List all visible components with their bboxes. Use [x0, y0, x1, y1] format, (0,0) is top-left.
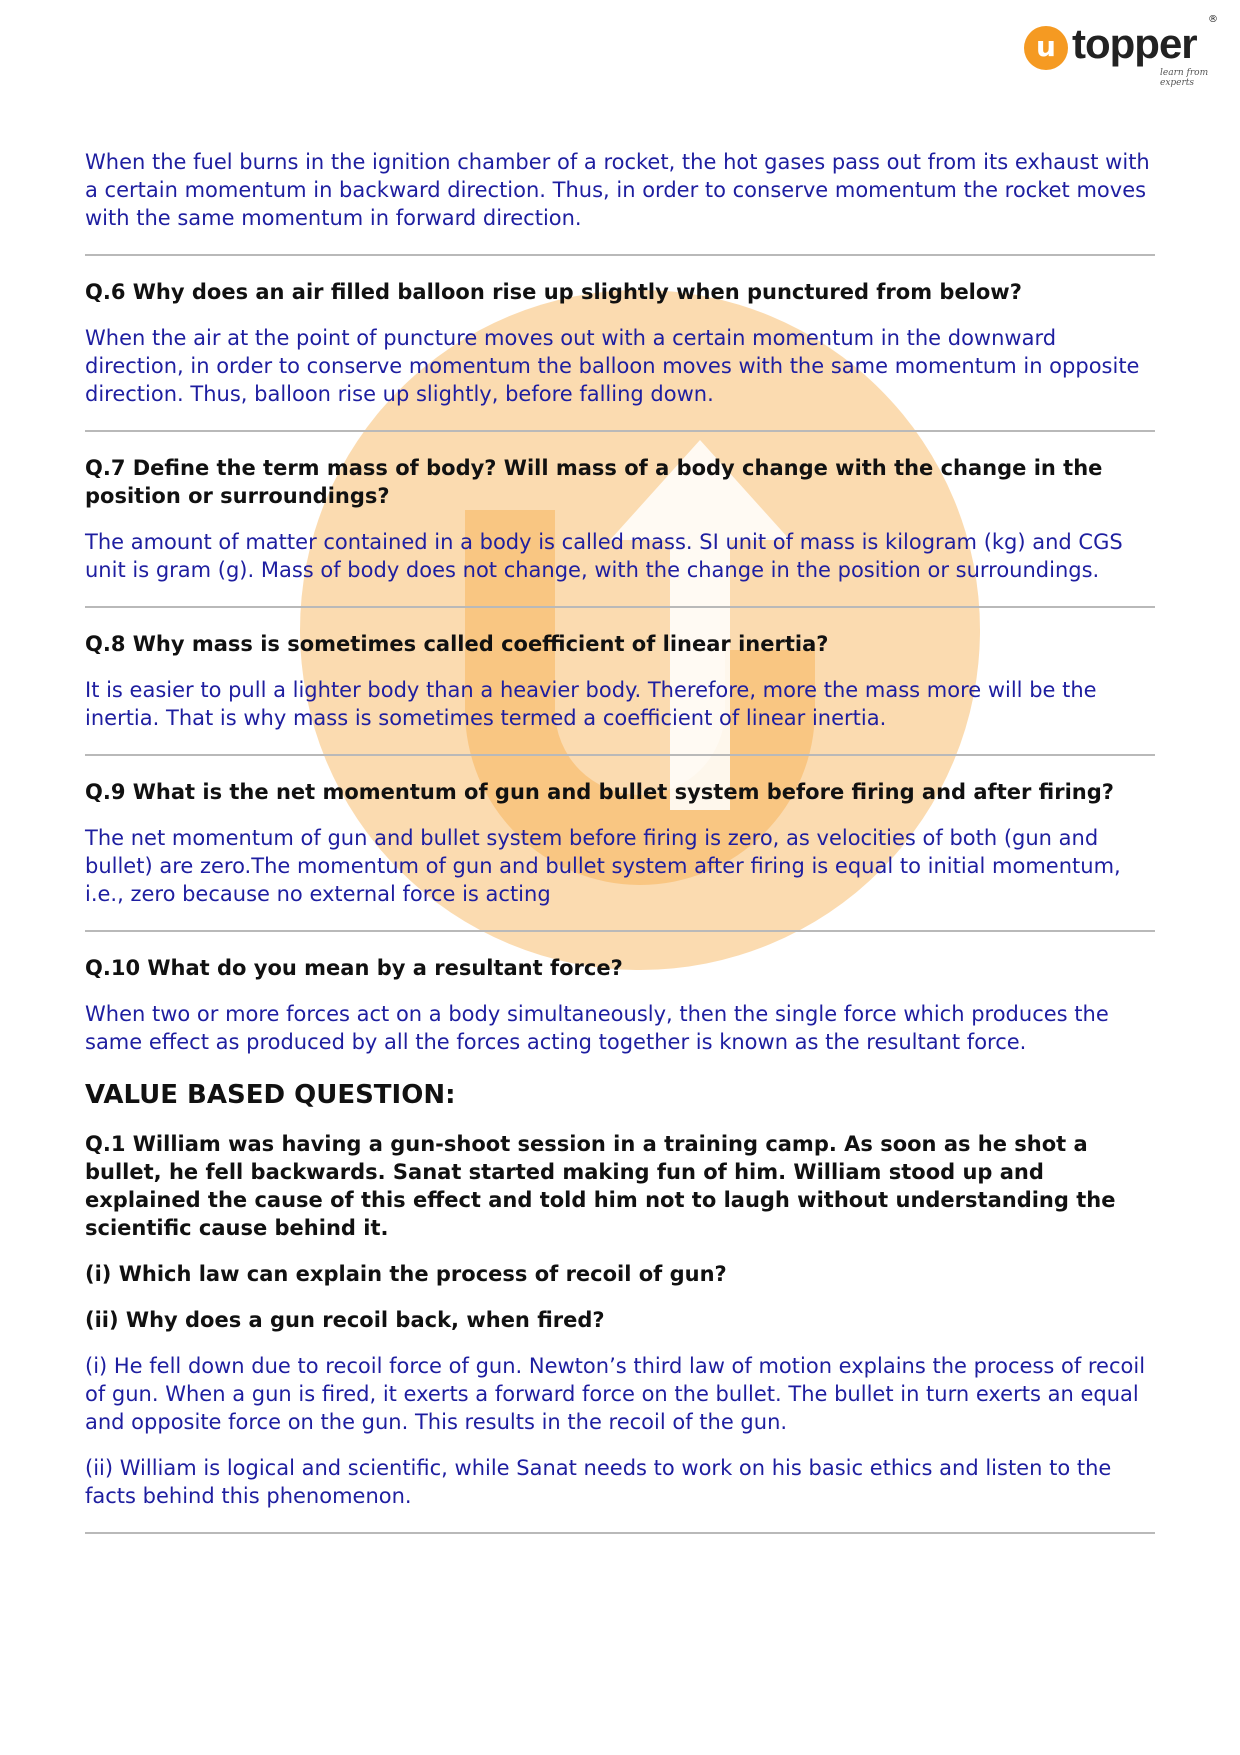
value-based-heading: VALUE BASED QUESTION:	[85, 1080, 456, 1110]
sub-question-2: (ii) Why does a gun recoil back, when fired?	[85, 1308, 605, 1332]
answer-8: It is easier to pull a lighter body than a heavier body. Therefore, more the mass more will be the inertia. That is why mass is sometimes termed a coefficient of linear inertia.	[85, 678, 1097, 730]
value-answer-1: (i) He fell down due to recoil force of gun. Newton’s third law of motion explains the process of recoil of gun. When a gun is fired, it exerts a forward force on the bullet. The bullet in turn exerts an equal and opposite force on the gun. This results in the recoil of the gun.	[85, 1354, 1146, 1434]
question-10: Q.10 What do you mean by a resultant force?	[85, 956, 623, 980]
registered-mark: ®	[1208, 14, 1218, 25]
answer-6: When the air at the point of puncture moves out with a certain momentum in the downward direction, in order to conserve momentum the balloon moves with the same momentum in opposite direction. Thus, balloon rise up slightly, before falling down.	[85, 326, 1140, 406]
logo-u-icon: u	[1024, 26, 1068, 70]
sub-question-1: (i) Which law can explain the process of recoil of gun?	[85, 1262, 727, 1286]
logo-wordmark: topper	[1072, 20, 1197, 67]
topper-logo[interactable]	[1020, 12, 1220, 88]
answer-7: The amount of matter contained in a body is called mass. SI unit of mass is kilogram (kg) and CGS unit is gram (g). Mass of body does not change, with the change in the position or surroundings.	[85, 530, 1123, 582]
value-based-question: Q.1 William was having a gun-shoot session in a training camp. As soon as he shot a bullet, he fell backwards. Sanat started making fun of him. William stood up and explained the cause of this effect and told him not to laugh without understanding the scientific cause behind it.	[85, 1132, 1116, 1240]
logo-tagline: learn from experts	[1160, 68, 1209, 88]
answer-10: When two or more forces act on a body simultaneously, then the single force which produces the same effect as produced by all the forces acting together is known as the resultant force.	[85, 1002, 1109, 1054]
question-6: Q.6 Why does an air filled balloon rise up slightly when punctured from below?	[85, 280, 1022, 304]
question-8: Q.8 Why mass is sometimes called coefficient of linear inertia?	[85, 632, 829, 656]
intro-answer: When the fuel burns in the ignition chamber of a rocket, the hot gases pass out from its exhaust with a certain momentum in backward direction. Thus, in order to conserve momentum the rocket moves with the same momentum in forward direction.	[85, 150, 1150, 230]
divider	[85, 1532, 1155, 1534]
question-9: Q.9 What is the net momentum of gun and bullet system before firing and after firing?	[85, 780, 1114, 804]
value-answer-2: (ii) William is logical and scientific, while Sanat needs to work on his basic ethics and listen to the facts behind this phenomenon.	[85, 1456, 1112, 1508]
question-7: Q.7 Define the term mass of body? Will mass of a body change with the change in the position or surroundings?	[85, 456, 1103, 508]
page-content	[85, 148, 1155, 1534]
answer-9: The net momentum of gun and bullet system before firing is zero, as velocities of both (gun and bullet) are zero.The momentum of gun and bullet system after firing is equal to initial momentum, i.e., zero because no external force is acting	[85, 826, 1121, 906]
